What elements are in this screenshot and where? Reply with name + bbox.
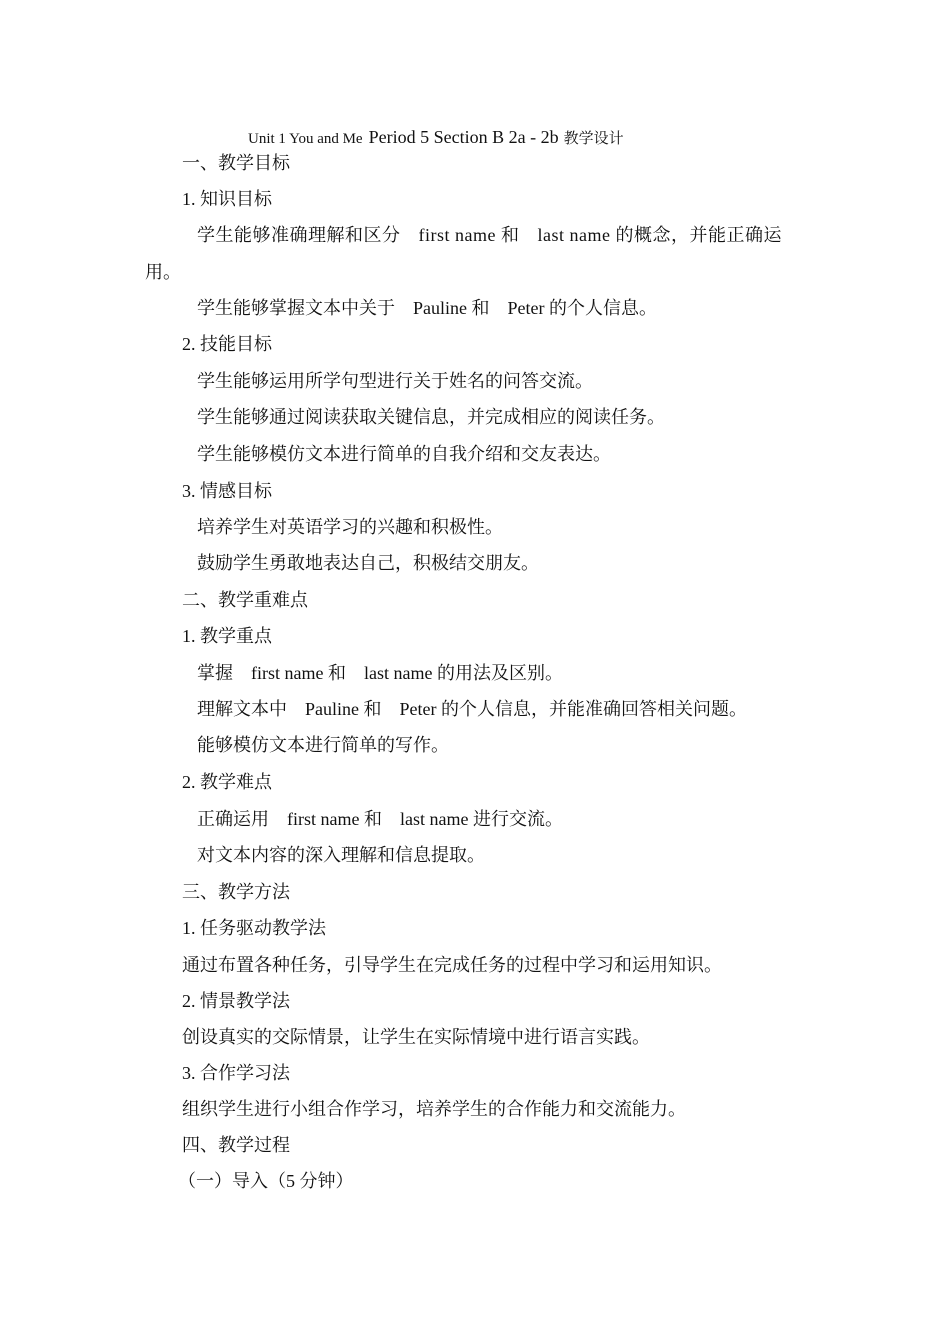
subheading-cooperative-method: 3. 合作学习法 [182,1063,290,1083]
term-last-name: last name [537,225,611,245]
term-first-name: first name [251,663,324,683]
section-heading-methods: 三、教学方法 [182,882,290,902]
term-pauline: Pauline [413,298,467,318]
subheading-situation-method: 2. 情景教学法 [182,991,290,1011]
term-last-name: last name [399,809,469,829]
paragraph-difficulty-2: 对文本内容的深入理解和信息提取。 [197,845,485,865]
term-peter: Peter [507,298,545,318]
subheading-emotion: 3. 情感目标 [182,481,272,501]
paragraph-emotion-2: 鼓励学生勇敢地表达自己，积极结交朋友。 [197,553,539,573]
section-heading-objectives: 一、教学目标 [182,153,290,173]
paragraph-skills-2: 学生能够通过阅读获取关键信息，并完成相应的阅读任务。 [197,407,665,427]
term-pauline: Pauline [305,699,359,719]
paragraph-knowledge-1-cont: 用。 [145,262,181,282]
paragraph-difficulty-1 [197,807,563,831]
text-segment: 进行交流。 [472,809,563,829]
subheading-skills: 2. 技能目标 [182,334,272,354]
term-first-name: first name [287,809,360,829]
text-segment: 和 [500,225,520,245]
text-segment: 的概念，并能正确运 [615,225,782,245]
title-period: Period 5 Section B 2a - 2b [368,127,559,147]
text-segment: 学生能够准确理解和区分 [197,225,401,245]
text-segment: 和 [363,809,382,829]
term-peter: Peter [399,699,437,719]
text-segment: 学生能够掌握文本中关于 [197,298,395,318]
text-segment: 正确运用 [197,809,269,829]
section-heading-process: 四、教学过程 [182,1135,290,1155]
paragraph-skills-1: 学生能够运用所学句型进行关于姓名的问答交流。 [197,371,593,391]
text-segment: 的用法及区别。 [436,663,563,683]
paragraph-task-method: 通过布置各种任务，引导学生在完成任务的过程中学习和运用知识。 [182,955,722,975]
subheading-difficulty: 2. 教学难点 [182,772,272,792]
subheading-task-method: 1. 任务驱动教学法 [182,918,326,938]
paragraph-key-2 [197,697,747,721]
document-title [248,125,624,151]
paragraph-key-1 [197,661,563,685]
text-segment: 和 [327,663,346,683]
text-segment: 理解文本中 [197,699,287,719]
paragraph-emotion-1: 培养学生对英语学习的兴趣和积极性。 [197,517,503,537]
subheading-key: 1. 教学重点 [182,626,272,646]
text-segment: 的个人信息。 [548,298,657,318]
subheading-introduction: （一）导入（5 分钟） [178,1171,354,1191]
section-heading-key-points: 二、教学重难点 [182,590,308,610]
title-design: 教学设计 [563,131,624,147]
paragraph-key-3: 能够模仿文本进行简单的写作。 [197,735,449,755]
term-first-name: first name [418,225,496,245]
term-last-name: last name [363,663,433,683]
paragraph-knowledge-2 [197,296,657,320]
text-segment: 掌握 [197,663,233,683]
text-segment: 的个人信息，并能准确回答相关问题。 [440,699,747,719]
subheading-knowledge: 1. 知识目标 [182,189,272,209]
paragraph-cooperative-method: 组织学生进行小组合作学习，培养学生的合作能力和交流能力。 [182,1099,686,1119]
text-segment: 和 [363,699,382,719]
paragraph-knowledge-1 [197,223,802,247]
paragraph-skills-3: 学生能够模仿文本进行简单的自我介绍和交友表达。 [197,444,611,464]
text-segment: 和 [471,298,490,318]
title-unit: Unit 1 You and Me [248,131,363,147]
paragraph-situation-method: 创设真实的交际情景，让学生在实际情境中进行语言实践。 [182,1027,650,1047]
